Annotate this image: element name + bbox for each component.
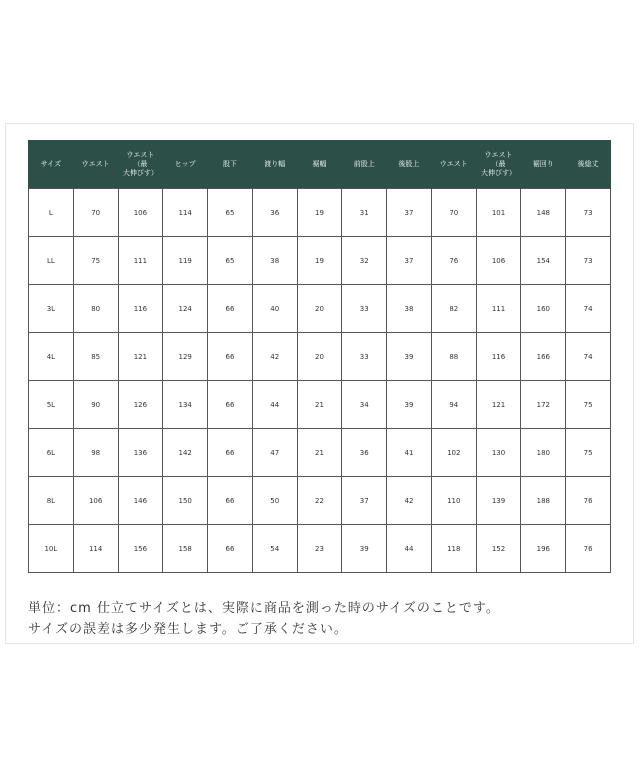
size-label-cell: 10L bbox=[29, 525, 74, 573]
table-cell: 44 bbox=[252, 381, 297, 429]
table-cell: 106 bbox=[73, 477, 118, 525]
table-cell: 19 bbox=[297, 189, 342, 237]
table-cell: 42 bbox=[387, 477, 432, 525]
size-label-cell: 3L bbox=[29, 285, 74, 333]
table-cell: 47 bbox=[252, 429, 297, 477]
table-cell: 160 bbox=[521, 285, 566, 333]
table-cell: 34 bbox=[342, 381, 387, 429]
table-cell: 166 bbox=[521, 333, 566, 381]
table-row bbox=[29, 189, 611, 237]
note-line-2: サイズの誤差は多少発生します。ご了承ください。 bbox=[28, 622, 348, 637]
table-cell: 54 bbox=[252, 525, 297, 573]
table-row bbox=[29, 525, 611, 573]
table-cell: 50 bbox=[252, 477, 297, 525]
table-cell: 37 bbox=[387, 189, 432, 237]
table-cell: 148 bbox=[521, 189, 566, 237]
column-header: 前股上 bbox=[342, 140, 387, 189]
note-line-1: 単位：cm 仕立てサイズとは、実際に商品を測った時のサイズのことです。 bbox=[28, 601, 500, 616]
table-cell: 94 bbox=[431, 381, 476, 429]
table-cell: 136 bbox=[118, 429, 163, 477]
table-cell: 44 bbox=[387, 525, 432, 573]
table-cell: 156 bbox=[118, 525, 163, 573]
table-cell: 73 bbox=[566, 237, 611, 285]
column-header: ウエスト（最 大伸びす） bbox=[476, 140, 521, 189]
table-cell: 76 bbox=[566, 525, 611, 573]
table-cell: 36 bbox=[252, 189, 297, 237]
table-cell: 32 bbox=[342, 237, 387, 285]
table-cell: 121 bbox=[118, 333, 163, 381]
table-cell: 75 bbox=[566, 381, 611, 429]
table-cell: 142 bbox=[163, 429, 208, 477]
table-cell: 121 bbox=[476, 381, 521, 429]
table-cell: 98 bbox=[73, 429, 118, 477]
table-cell: 110 bbox=[431, 477, 476, 525]
table-cell: 116 bbox=[476, 333, 521, 381]
table-cell: 38 bbox=[252, 237, 297, 285]
table-cell: 66 bbox=[208, 429, 253, 477]
table-cell: 41 bbox=[387, 429, 432, 477]
table-cell: 66 bbox=[208, 381, 253, 429]
table-cell: 22 bbox=[297, 477, 342, 525]
column-header: 裾幅 bbox=[297, 140, 342, 189]
table-cell: 36 bbox=[342, 429, 387, 477]
table-cell: 76 bbox=[566, 477, 611, 525]
size-label-cell: 8L bbox=[29, 477, 74, 525]
table-cell: 31 bbox=[342, 189, 387, 237]
table-cell: 39 bbox=[342, 525, 387, 573]
column-header: 後総丈 bbox=[566, 140, 611, 189]
table-row bbox=[29, 333, 611, 381]
table-header-row bbox=[29, 140, 611, 189]
table-cell: 134 bbox=[163, 381, 208, 429]
size-label-cell: LL bbox=[29, 237, 74, 285]
table-cell: 80 bbox=[73, 285, 118, 333]
size-label-cell: L bbox=[29, 189, 74, 237]
column-header: サイズ bbox=[29, 140, 74, 189]
table-cell: 39 bbox=[387, 381, 432, 429]
table-cell: 66 bbox=[208, 525, 253, 573]
table-cell: 188 bbox=[521, 477, 566, 525]
table-cell: 114 bbox=[73, 525, 118, 573]
table-cell: 38 bbox=[387, 285, 432, 333]
table-cell: 180 bbox=[521, 429, 566, 477]
table-cell: 152 bbox=[476, 525, 521, 573]
table-cell: 118 bbox=[431, 525, 476, 573]
table-cell: 75 bbox=[566, 429, 611, 477]
table-cell: 154 bbox=[521, 237, 566, 285]
table-cell: 21 bbox=[297, 381, 342, 429]
column-header: 渡り幅 bbox=[252, 140, 297, 189]
size-label-cell: 6L bbox=[29, 429, 74, 477]
size-table bbox=[28, 140, 611, 573]
size-label-cell: 4L bbox=[29, 333, 74, 381]
table-cell: 130 bbox=[476, 429, 521, 477]
table-cell: 20 bbox=[297, 285, 342, 333]
table-row bbox=[29, 477, 611, 525]
size-note bbox=[28, 598, 628, 640]
table-cell: 85 bbox=[73, 333, 118, 381]
table-cell: 196 bbox=[521, 525, 566, 573]
table-cell: 111 bbox=[118, 237, 163, 285]
column-header: 股下 bbox=[208, 140, 253, 189]
table-cell: 33 bbox=[342, 285, 387, 333]
table-cell: 74 bbox=[566, 285, 611, 333]
table-cell: 39 bbox=[387, 333, 432, 381]
table-cell: 106 bbox=[118, 189, 163, 237]
table-cell: 66 bbox=[208, 285, 253, 333]
table-cell: 75 bbox=[73, 237, 118, 285]
table-cell: 42 bbox=[252, 333, 297, 381]
column-header: 後股上 bbox=[387, 140, 432, 189]
table-cell: 76 bbox=[431, 237, 476, 285]
table-cell: 70 bbox=[73, 189, 118, 237]
table-cell: 90 bbox=[73, 381, 118, 429]
table-cell: 150 bbox=[163, 477, 208, 525]
table-cell: 139 bbox=[476, 477, 521, 525]
table-cell: 20 bbox=[297, 333, 342, 381]
table-row bbox=[29, 381, 611, 429]
table-cell: 126 bbox=[118, 381, 163, 429]
table-cell: 74 bbox=[566, 333, 611, 381]
table-row bbox=[29, 237, 611, 285]
table-cell: 111 bbox=[476, 285, 521, 333]
table-cell: 70 bbox=[431, 189, 476, 237]
column-header: 裾回り bbox=[521, 140, 566, 189]
table-cell: 82 bbox=[431, 285, 476, 333]
table-cell: 101 bbox=[476, 189, 521, 237]
table-cell: 158 bbox=[163, 525, 208, 573]
table-cell: 124 bbox=[163, 285, 208, 333]
table-cell: 88 bbox=[431, 333, 476, 381]
table-cell: 23 bbox=[297, 525, 342, 573]
table-cell: 172 bbox=[521, 381, 566, 429]
table-cell: 66 bbox=[208, 477, 253, 525]
table-cell: 66 bbox=[208, 333, 253, 381]
column-header: ウエスト bbox=[431, 140, 476, 189]
column-header: ウエスト（最 大伸びす） bbox=[118, 140, 163, 189]
table-cell: 146 bbox=[118, 477, 163, 525]
table-cell: 102 bbox=[431, 429, 476, 477]
table-cell: 37 bbox=[387, 237, 432, 285]
table-cell: 33 bbox=[342, 333, 387, 381]
table-row bbox=[29, 285, 611, 333]
table-cell: 21 bbox=[297, 429, 342, 477]
table-cell: 73 bbox=[566, 189, 611, 237]
table-body bbox=[29, 189, 611, 573]
table-cell: 65 bbox=[208, 189, 253, 237]
table-cell: 114 bbox=[163, 189, 208, 237]
table-cell: 37 bbox=[342, 477, 387, 525]
column-header: ウエスト bbox=[73, 140, 118, 189]
size-label-cell: 5L bbox=[29, 381, 74, 429]
table-cell: 116 bbox=[118, 285, 163, 333]
table-row bbox=[29, 429, 611, 477]
table-cell: 106 bbox=[476, 237, 521, 285]
table-cell: 40 bbox=[252, 285, 297, 333]
table-cell: 19 bbox=[297, 237, 342, 285]
table-cell: 119 bbox=[163, 237, 208, 285]
table-cell: 129 bbox=[163, 333, 208, 381]
column-header: ヒップ bbox=[163, 140, 208, 189]
table-cell: 65 bbox=[208, 237, 253, 285]
